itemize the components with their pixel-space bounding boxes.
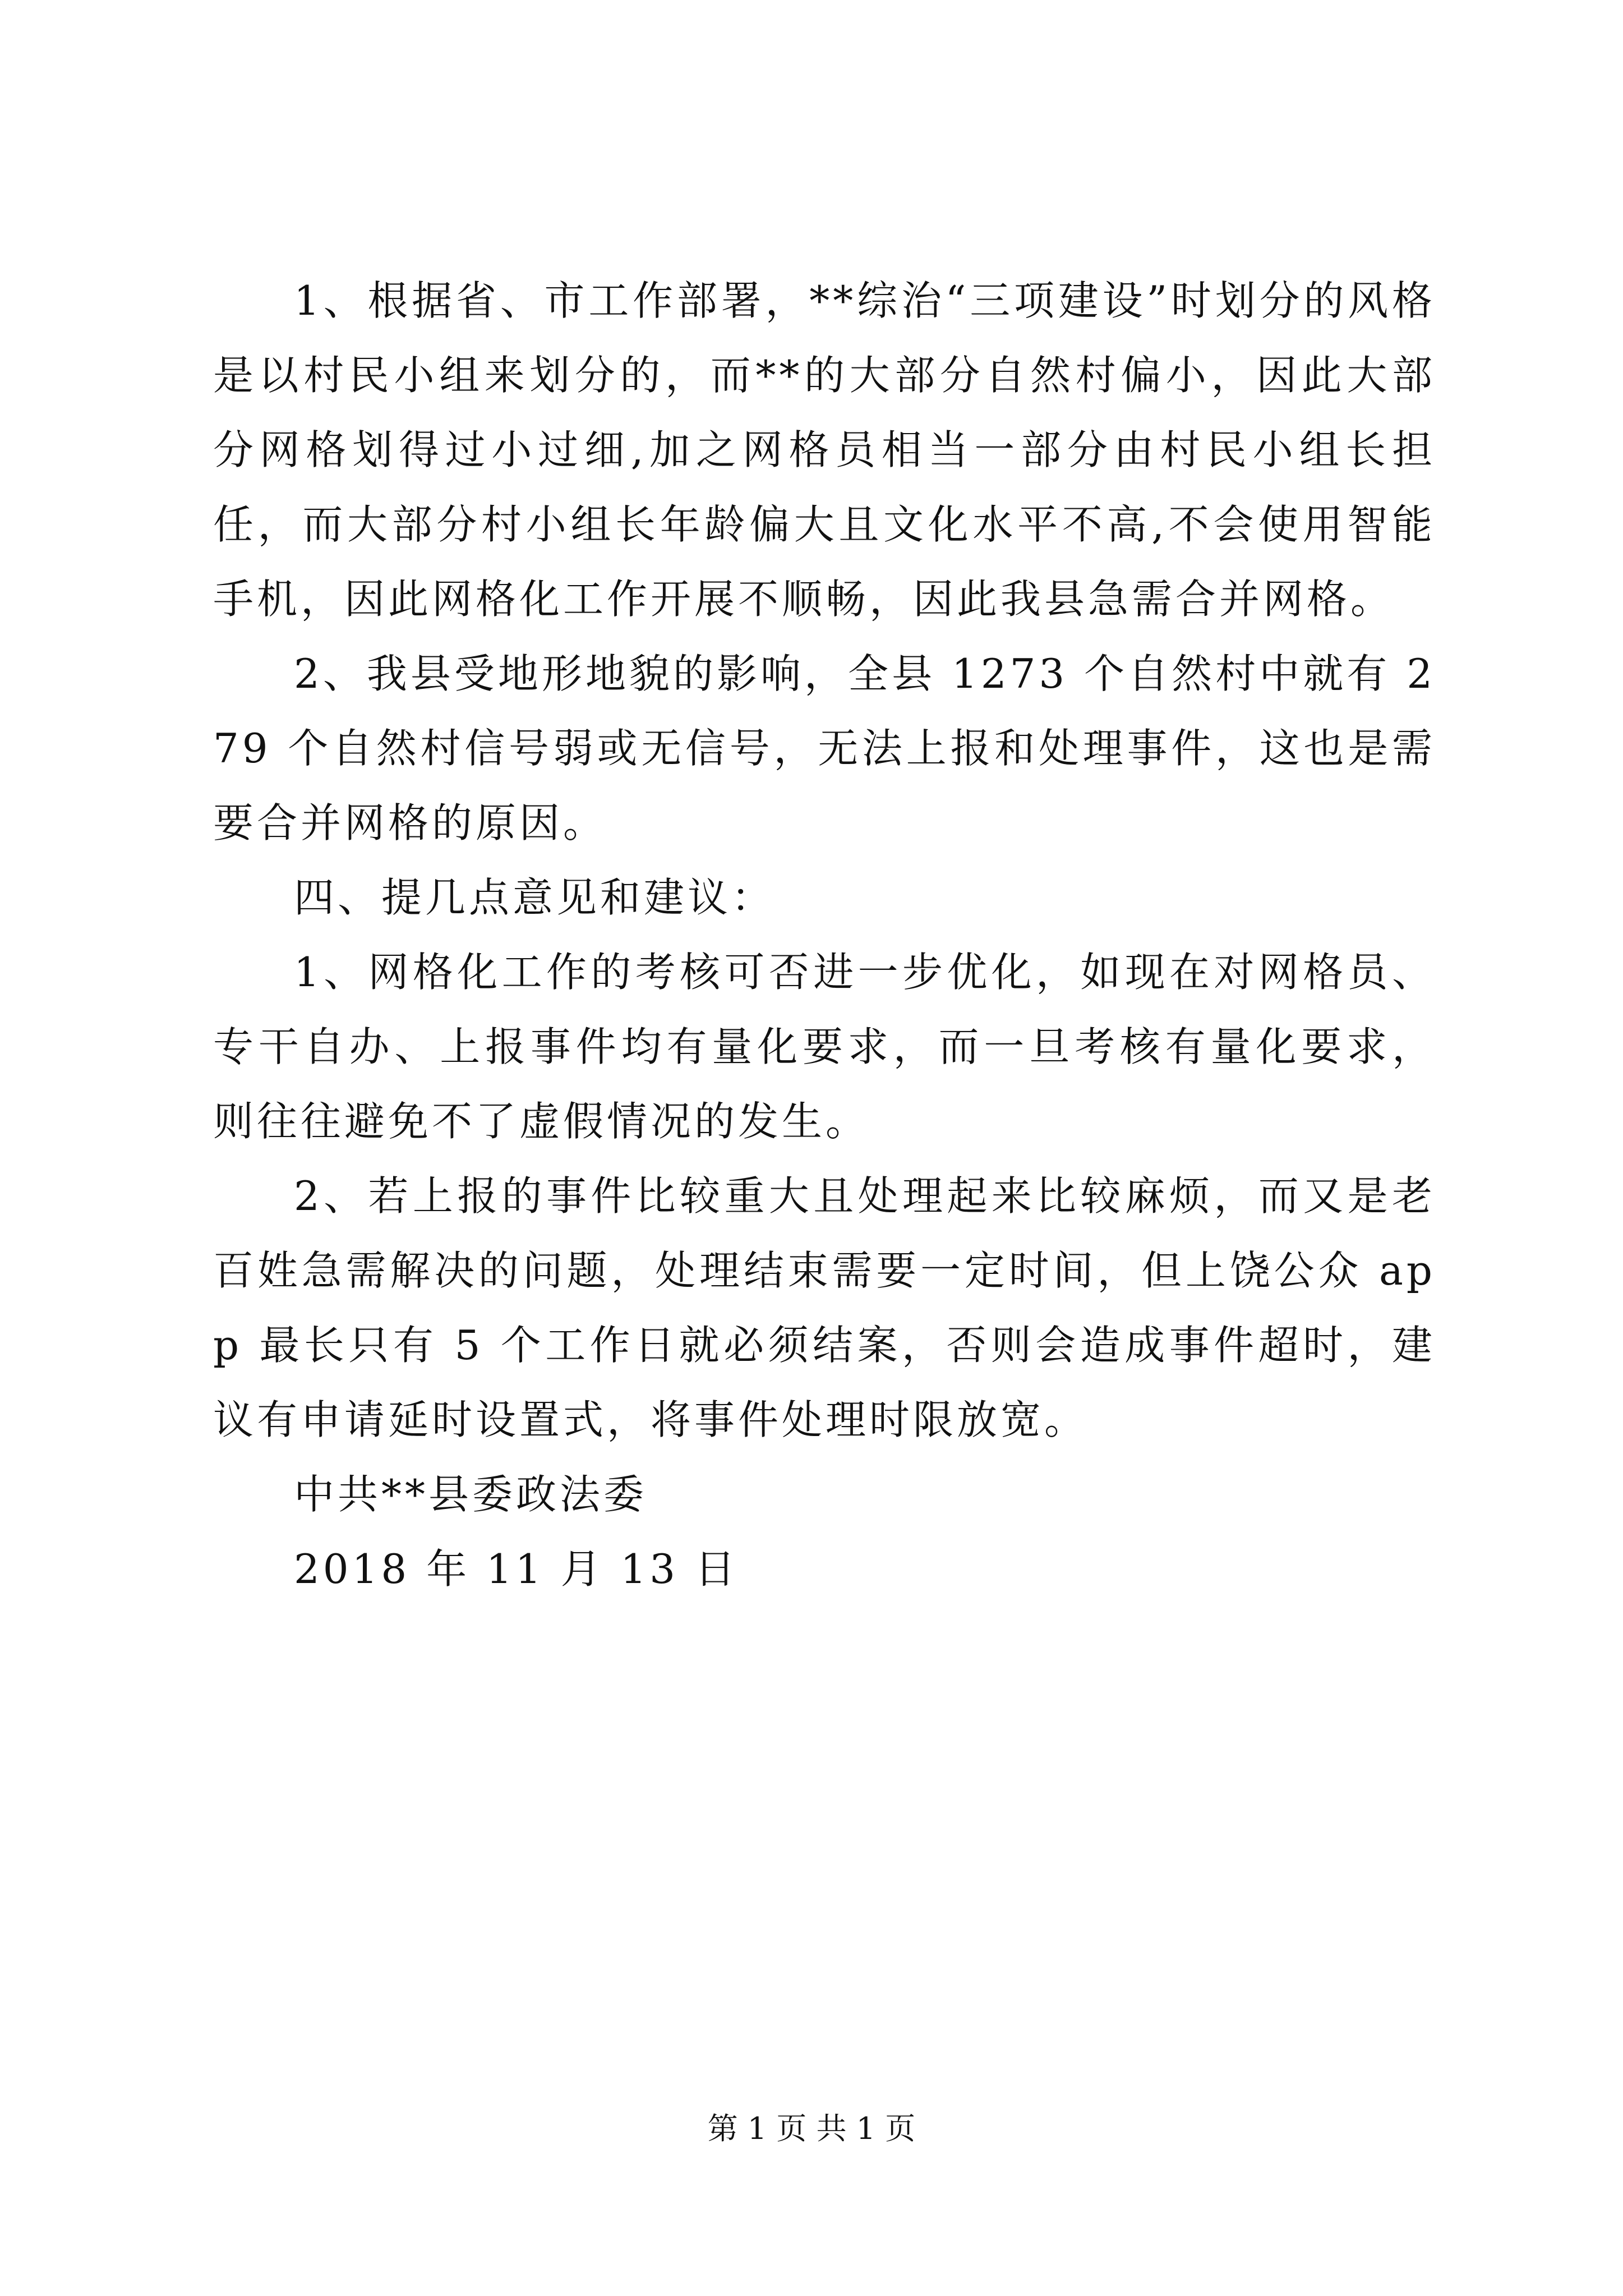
section-heading-suggestions: 四、提几点意见和建议： [294,874,776,921]
paragraph-merge-grid-reason-1: 1、根据省、市工作部署，**综治“三项建设”时划分的风格是以村民小组来划分的，而**的大部分自然村偏小，因此大部分网格划得过小过细,加之网格员相当一部分由村民小组长担任，而大部分村小组长年龄偏大且文化水平不高,不会使用智能手机，因此网格化工作开展不顺畅，因此我县急需合并网格。 [213,277,1436,623]
page-number-footer: 第 1 页 共 1 页 [707,2111,916,2146]
paragraph-suggestion-2: 2、若上报的事件比较重大且处理起来比较麻烦，而又是老百姓急需解决的问题，处理结束需要一定时间，但上饶公众 app 最长只有 5 个工作日就必须结案，否则会造成事件超时，建议有申请延时设置式，将事件处理时限放宽。 [213,1172,1436,1443]
signature-organization: 中共**县委政法委 [294,1471,648,1518]
signature-date: 2018 年 11 月 13 日 [294,1545,739,1593]
paragraph-merge-grid-reason-2: 2、我县受地形地貌的影响，全县 1273 个自然村中就有 279 个自然村信号弱或无信号，无法上报和处理事件，这也是需要合并网格的原因。 [213,650,1436,846]
paragraph-suggestion-1: 1、网格化工作的考核可否进一步优化，如现在对网格员、专干自办、上报事件均有量化要求，而一旦考核有量化要求，则往往避免不了虚假情况的发生。 [213,949,1436,1145]
document-body [213,264,1436,1607]
